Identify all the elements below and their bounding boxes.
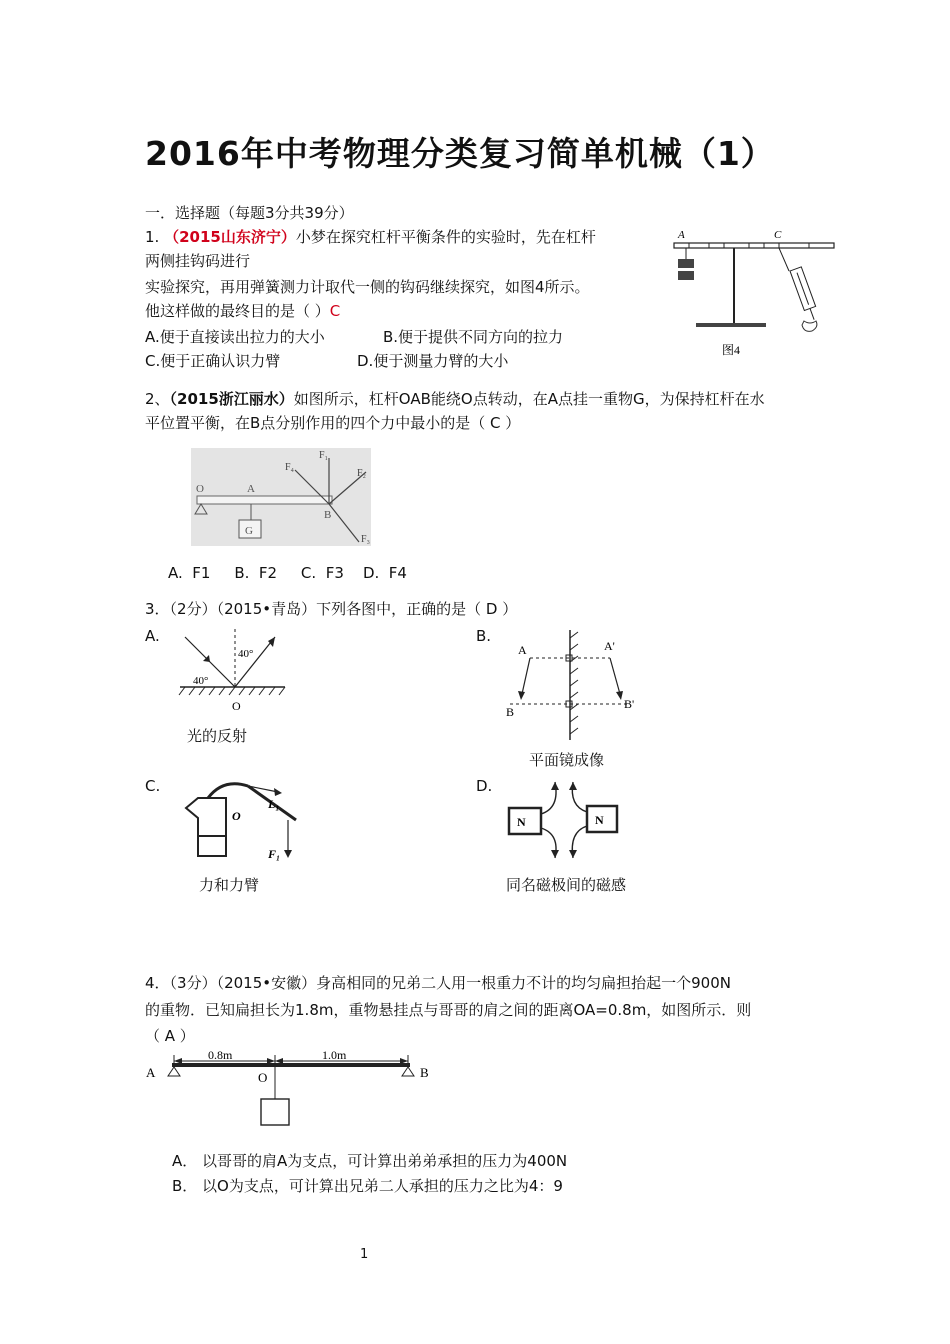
q3-c-label-o: O <box>232 809 241 823</box>
q2-source: （2015浙江丽水） <box>169 390 294 408</box>
q4-support-a <box>168 1067 180 1076</box>
q3-b-label-b: B <box>506 705 515 719</box>
q3-b-label-a2: A' <box>604 639 615 653</box>
q4-figure-pole <box>142 1045 442 1130</box>
q4-option-b: B． 以O为支点，可计算出兄弟二人承担的压力之比为4：9 <box>172 1177 563 1195</box>
q1-text1: 小梦在探究杠杆平衡条件的实验时，先在杠杆 <box>295 228 596 246</box>
q1-line2: 两侧挂钩码进行 <box>145 252 251 270</box>
q1-number: 1. <box>145 228 160 246</box>
q1-line1 <box>145 226 596 248</box>
q3-a-angle1: 40° <box>193 675 209 687</box>
q3-stem: 3．（2分）（2015•青岛）下列各图中，正确的是（ D ） <box>145 600 518 618</box>
q3-caption-c: 力和力臂 <box>199 876 260 894</box>
q3-c-label-l1: L₁ <box>268 797 280 811</box>
q3-label-d: D. <box>476 777 493 795</box>
q3-d-label-n2: N <box>595 813 604 827</box>
q1-spring-scale <box>790 267 820 322</box>
q1-source: （2015山东济宁） <box>164 228 296 246</box>
q3-label-c: C. <box>145 777 161 795</box>
q1-fig-label-a: A <box>678 229 685 241</box>
q4-line3: （ A ） <box>145 1027 195 1045</box>
q3-figure-d-magnets <box>505 778 625 860</box>
q1-figure-lever <box>664 226 844 361</box>
q1-fig-label-c: C <box>774 229 782 241</box>
q1-lever-base <box>696 323 766 327</box>
q4-option-a: A． 以哥哥的肩A为支点，可计算出弟弟承担的压力为400N <box>172 1152 568 1170</box>
q3-a-label-o: O <box>232 699 241 713</box>
q1-text4: 他这样做的最终目的是（ ） <box>145 302 330 320</box>
q2-lever-bar <box>197 496 332 504</box>
q2-label-f2: F₂ <box>357 468 367 479</box>
q2-text1: 如图所示，杠杆OAB能绕O点转动，在A点挂一重物G，为保持杠杆在水 <box>293 390 765 408</box>
q1-line4 <box>145 300 340 322</box>
q1-lever-bar <box>674 243 834 248</box>
page-number: 1 <box>360 1247 369 1262</box>
q4-line2: 的重物．已知扁担长为1.8m，重物悬挂点与哥哥的肩之间的距离OA=0.8m，如图所示．则 <box>145 1001 752 1019</box>
q3-label-a: A. <box>145 627 160 645</box>
q2-options: A. F1 B. F2 C. F3 D. F4 <box>168 564 407 582</box>
q2-label-f1: F₁ <box>319 450 329 461</box>
q4-label-b: B <box>420 1065 429 1080</box>
q3-figure-b-mirror <box>500 628 650 743</box>
q3-caption-a: 光的反射 <box>187 727 248 745</box>
q2-number: 2、 <box>145 390 170 408</box>
q4-weight <box>261 1099 289 1125</box>
section-heading: 一．选择题（每题3分共39分） <box>145 204 354 222</box>
q2-label-f3: F₃ <box>361 534 371 545</box>
q2-line2: 平位置平衡，在B点分别作用的四个力中最小的是（ C ） <box>145 414 521 432</box>
q1-weight-1 <box>678 259 694 268</box>
q3-figure-c-force-arm <box>178 778 308 864</box>
q4-line1: 4．（3分）（2015•安徽）身高相同的兄弟二人用一根重力不计的均匀扁担抬起一个900N <box>145 974 731 992</box>
q4-label-d2: 1.0m <box>322 1048 347 1062</box>
q2-label-a: A <box>247 483 255 495</box>
q1-fig-caption: 图4 <box>722 343 741 357</box>
q2-label-f4: F₄ <box>285 462 295 473</box>
q1-option-b: B.便于提供不同方向的拉力 <box>383 328 564 346</box>
q4-support-b <box>402 1067 414 1076</box>
q3-b-label-a: A <box>518 643 527 657</box>
q1-line3: 实验探究，再用弹簧测力计取代一侧的钩码继续探究，如图4所示。 <box>145 278 590 296</box>
q3-d-label-n1: N <box>517 815 526 829</box>
q3-c-label-f1: F₁ <box>268 847 281 861</box>
page-title: 2016年中考物理分类复习简单机械（1） <box>145 134 775 173</box>
q4-label-o: O <box>258 1070 268 1085</box>
q3-a-angle2: 40° <box>238 648 254 660</box>
q3-b-label-b2: B' <box>624 697 635 711</box>
q1-weight-2 <box>678 271 694 280</box>
q1-option-d: D.便于测量力臂的大小 <box>357 352 509 370</box>
q3-caption-d: 同名磁极间的磁感 <box>506 876 627 894</box>
q4-pole-bar <box>172 1063 410 1067</box>
q2-label-g: G <box>245 525 253 537</box>
q1-option-a: A.便于直接读出拉力的大小 <box>145 328 325 346</box>
q2-line1 <box>145 388 765 410</box>
q2-label-b: B <box>324 509 332 521</box>
q4-label-d1: 0.8m <box>208 1048 233 1062</box>
q3-figure-a-reflection <box>175 627 290 717</box>
q4-label-a: A <box>146 1065 156 1080</box>
q1-answer: C <box>329 302 341 320</box>
q2-figure-lever <box>191 448 371 546</box>
q1-option-c: C.便于正确认识力臂 <box>145 352 281 370</box>
q1-hand <box>802 321 817 331</box>
q3-label-b: B. <box>476 627 492 645</box>
q3-caption-b: 平面镜成像 <box>529 751 605 769</box>
q2-label-o: O <box>196 483 204 495</box>
